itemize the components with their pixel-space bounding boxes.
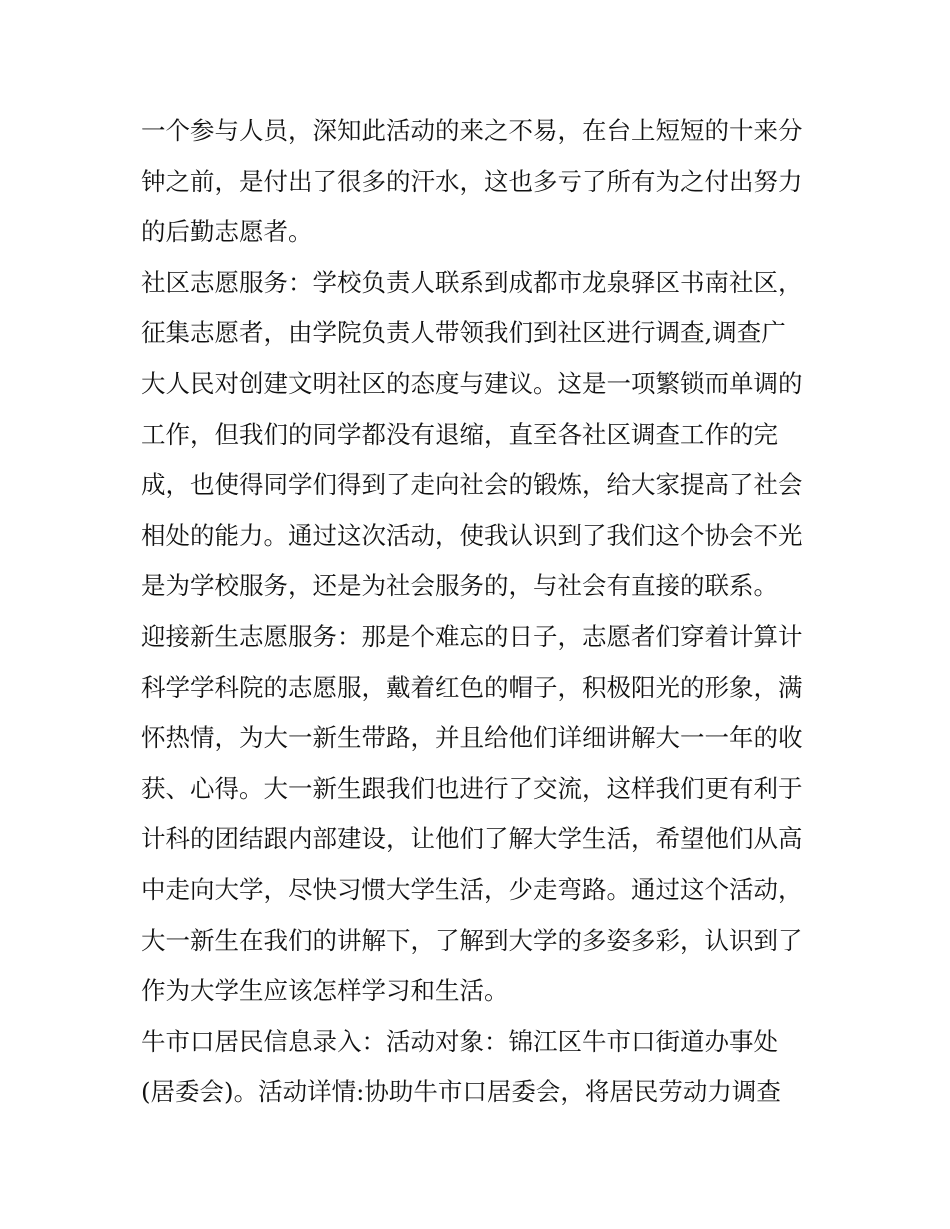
text-line: 中走向大学，尽快习惯大学生活，少走弯路。通过这个活动， (141, 874, 803, 904)
text-line: 计科的团结跟内部建设，让他们了解大学生活，希望他们从高 (141, 824, 803, 854)
text-line: 获、心得。大一新生跟我们也进行了交流，这样我们更有利于 (141, 773, 803, 803)
text-line: 工作，但我们的同学都没有退缩，直至各社区调查工作的完 (141, 419, 778, 449)
text-line: 一个参与人员，深知此活动的来之不易，在台上短短的十来分 (141, 116, 803, 145)
text-line: 迎接新生志愿服务：那是个难忘的日子，志愿者们穿着计算计 (141, 621, 803, 651)
text-line: 社区志愿服务：学校负责人联系到成都市龙泉驿区书南社区， (141, 267, 803, 297)
text-line: 大一新生在我们的讲解下，了解到大学的多姿多彩，认识到了 (141, 925, 803, 955)
body-text (141, 106, 821, 1118)
text-line: 牛市口居民信息录入：活动对象：锦江区牛市口街道办事处 (141, 1026, 778, 1056)
text-line: 成，也使得同学们得到了走向社会的锻炼，给大家提高了社会 (141, 470, 803, 500)
text-line: 征集志愿者，由学院负责人带领我们到社区进行调查,调查广 (141, 318, 786, 348)
text-line: 科学学科院的志愿服，戴着红色的帽子，积极阳光的形象，满 (141, 672, 803, 702)
text-line: 是为学校服务，还是为社会服务的，与社会有直接的联系。 (141, 571, 778, 601)
text-line: 钟之前，是付出了很多的汗水，这也多亏了所有为之付出努力 (141, 166, 803, 196)
text-line: 怀热情，为大一新生带路，并且给他们详细讲解大一一年的收 (141, 723, 803, 753)
text-line: 相处的能力。通过这次活动，使我认识到了我们这个协会不光 (141, 520, 803, 550)
text-line: (居委会)。活动详情:协助牛市口居委会，将居民劳动力调查 (141, 1077, 781, 1107)
text-line: 的后勤志愿者。 (141, 217, 313, 247)
text-line: 作为大学生应该怎样学习和生活。 (141, 976, 509, 1006)
text-line: 大人民对创建文明社区的态度与建议。这是一项繁锁而单调的 (141, 368, 803, 398)
